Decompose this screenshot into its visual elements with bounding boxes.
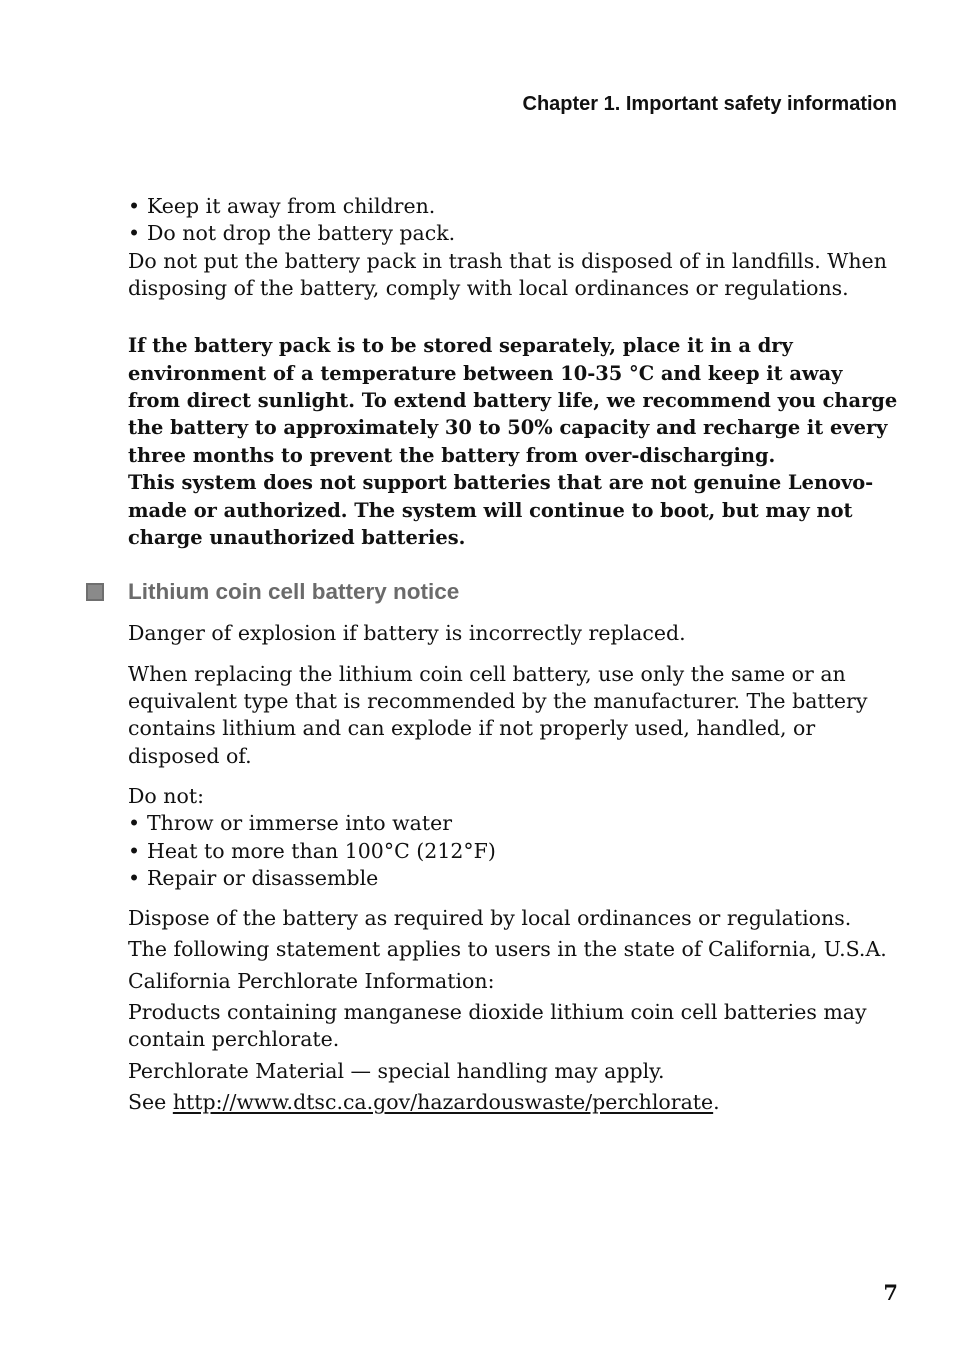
disposal-paragraph: Do not put the battery pack in trash that is disposed of in landfills. When disposing of the battery, comply with local ordinances or regulations. <box>128 248 887 300</box>
perchlorate-products: Products containing manganese dioxide lithium coin cell batteries may contain perchlorate. <box>128 1000 867 1052</box>
perchlorate-link[interactable]: http://www.dtsc.ca.gov/hazardouswaste/perchlorate <box>172 1089 714 1114</box>
perchlorate-material: Perchlorate Material — special handling may apply. <box>128 1058 665 1083</box>
page-content <box>128 193 898 1116</box>
support-notice: This system does not support batteries that are not genuine Lenovo-made or authorized. The system will continue to boot, but may not charge unauthorized batteries. <box>128 471 874 550</box>
section-heading-text: Lithium coin cell battery notice <box>128 579 460 605</box>
perchlorate-info-title: California Perchlorate Information: <box>128 968 495 993</box>
list-item: • Throw or immerse into water <box>128 810 898 837</box>
do-not-label: Do not: <box>128 783 204 808</box>
page-number: 7 <box>883 1280 898 1305</box>
chapter-header: Chapter 1. Important safety information <box>522 93 897 115</box>
see-prefix: See <box>128 1089 173 1114</box>
replacing-paragraph: When replacing the lithium coin cell battery, use only the same or an equivalent type that is recommended by the manufacturer. The battery contains lithium and can explode if not properly used, handled, or disposed of. <box>128 661 868 768</box>
storage-notice: If the battery pack is to be stored separately, place it in a dry environment of a temperature between 10-35 °C and keep it away from direct sunlight. To extend battery life, we recommend you charge the battery to approximately 30 to 50% capacity and recharge it every three months to prevent the battery from over-discharging. <box>128 334 898 467</box>
dispose-paragraph: Dispose of the battery as required by local ordinances or regulations. <box>128 906 852 931</box>
california-statement: The following statement applies to users in the state of California, U.S.A. <box>128 937 887 962</box>
square-bullet-icon <box>86 583 104 601</box>
danger-paragraph: Danger of explosion if battery is incorrectly replaced. <box>128 621 686 646</box>
list-item: • Keep it away from children. <box>128 193 898 220</box>
see-link-line <box>128 1089 898 1116</box>
storage-notice-block <box>128 332 898 551</box>
see-suffix: . <box>713 1089 720 1114</box>
section-heading <box>128 577 898 607</box>
list-item: • Heat to more than 100°C (212°F) <box>128 838 898 865</box>
list-item: • Repair or disassemble <box>128 865 898 892</box>
do-not-list <box>128 810 898 892</box>
list-item: • Do not drop the battery pack. <box>128 220 898 247</box>
battery-bullet-list <box>128 193 898 248</box>
